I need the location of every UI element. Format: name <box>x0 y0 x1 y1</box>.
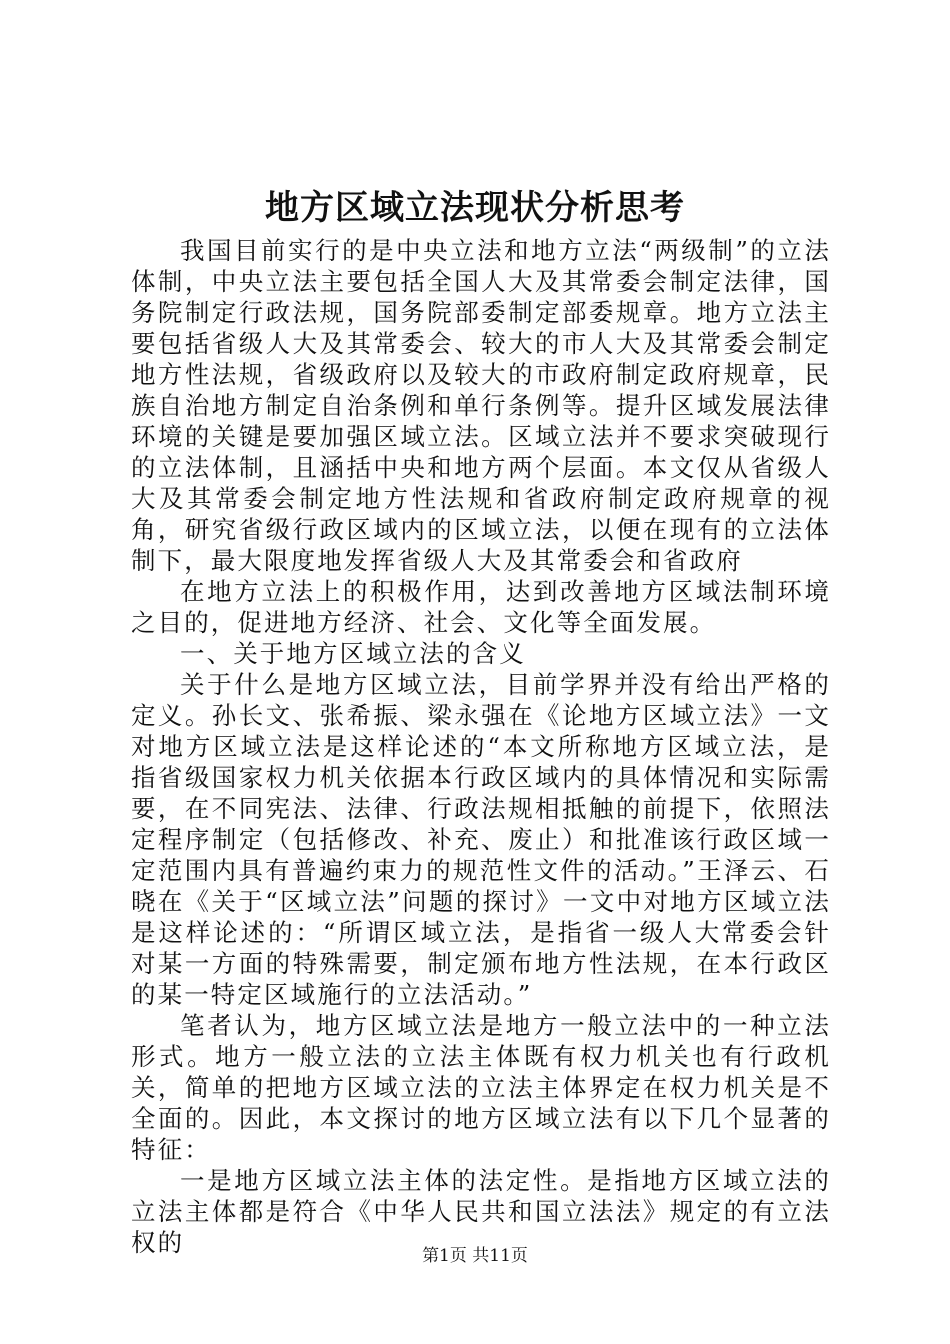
page-footer: 第1页 共11页 <box>422 1246 528 1266</box>
paragraph: 我国目前实行的是中央立法和地方立法“两级制”的立法体制，中央立法主要包括全国人大及其常委会制定法律，国务院制定行政法规，国务院部委制定部委规章。地方立法主要包括省级人大及其常委会、较大的市人大及其常委会制定地方性法规，省级政府以及较大的市政府制定政府规章，民族自治地方制定自治条例和单行条例等。提升区域发展法律环境的关键是要加强区域立法。区域立法并不要求突破现行的立法体制，且涵括中央和地方两个层面。本文仅从省级人大及其常委会制定地方性法规和省政府制定政府规章的视角，研究省级行政区域内的区域立法，以便在现有的立法体制下，最大限度地发挥省级人大及其常委会和省政府 <box>131 236 831 575</box>
paragraph: 在地方立法上的积极作用，达到改善地方区域法制环境之目的，促进地方经济、社会、文化等全面发展。 <box>131 577 831 637</box>
document-body <box>131 235 831 1258</box>
paragraph: 笔者认为，地方区域立法是地方一般立法中的一种立法形式。地方一般立法的立法主体既有权力机关也有行政机关，简单的把地方区域立法的立法主体界定在权力机关是不全面的。因此，本文探讨的地方区域立法有以下几个显著的特征： <box>131 1011 831 1164</box>
section-heading: 一、关于地方区域立法的含义 <box>180 639 526 668</box>
paragraph: 关于什么是地方区域立法，目前学界并没有给出严格的定义。孙长文、张希振、梁永强在《论地方区域立法》一文对地方区域立法是这样论述的“本文所称地方区域立法，是指省级国家权力机关依据本行政区域内的具体情况和实际需要，在不同宪法、法律、行政法规相抵触的前提下，依照法定程序制定（包括修改、补充、废止）和批准该行政区域一定范围内具有普遍约束力的规范性文件的活动。”王泽云、石晓在《关于“区域立法”问题的探讨》一文中对地方区域立法是这样论述的：“所谓区域立法，是指省一级人大常委会针对某一方面的特殊需要，制定颁布地方性法规，在本行政区的某一特定区域施行的立法活动。” <box>131 670 831 1009</box>
document-title: 地方区域立法现状分析思考 <box>265 188 685 228</box>
paragraph: 一是地方区域立法主体的法定性。是指地方区域立法的立法主体都是符合《中华人民共和国立法法》规定的有立法权的 <box>131 1166 831 1257</box>
